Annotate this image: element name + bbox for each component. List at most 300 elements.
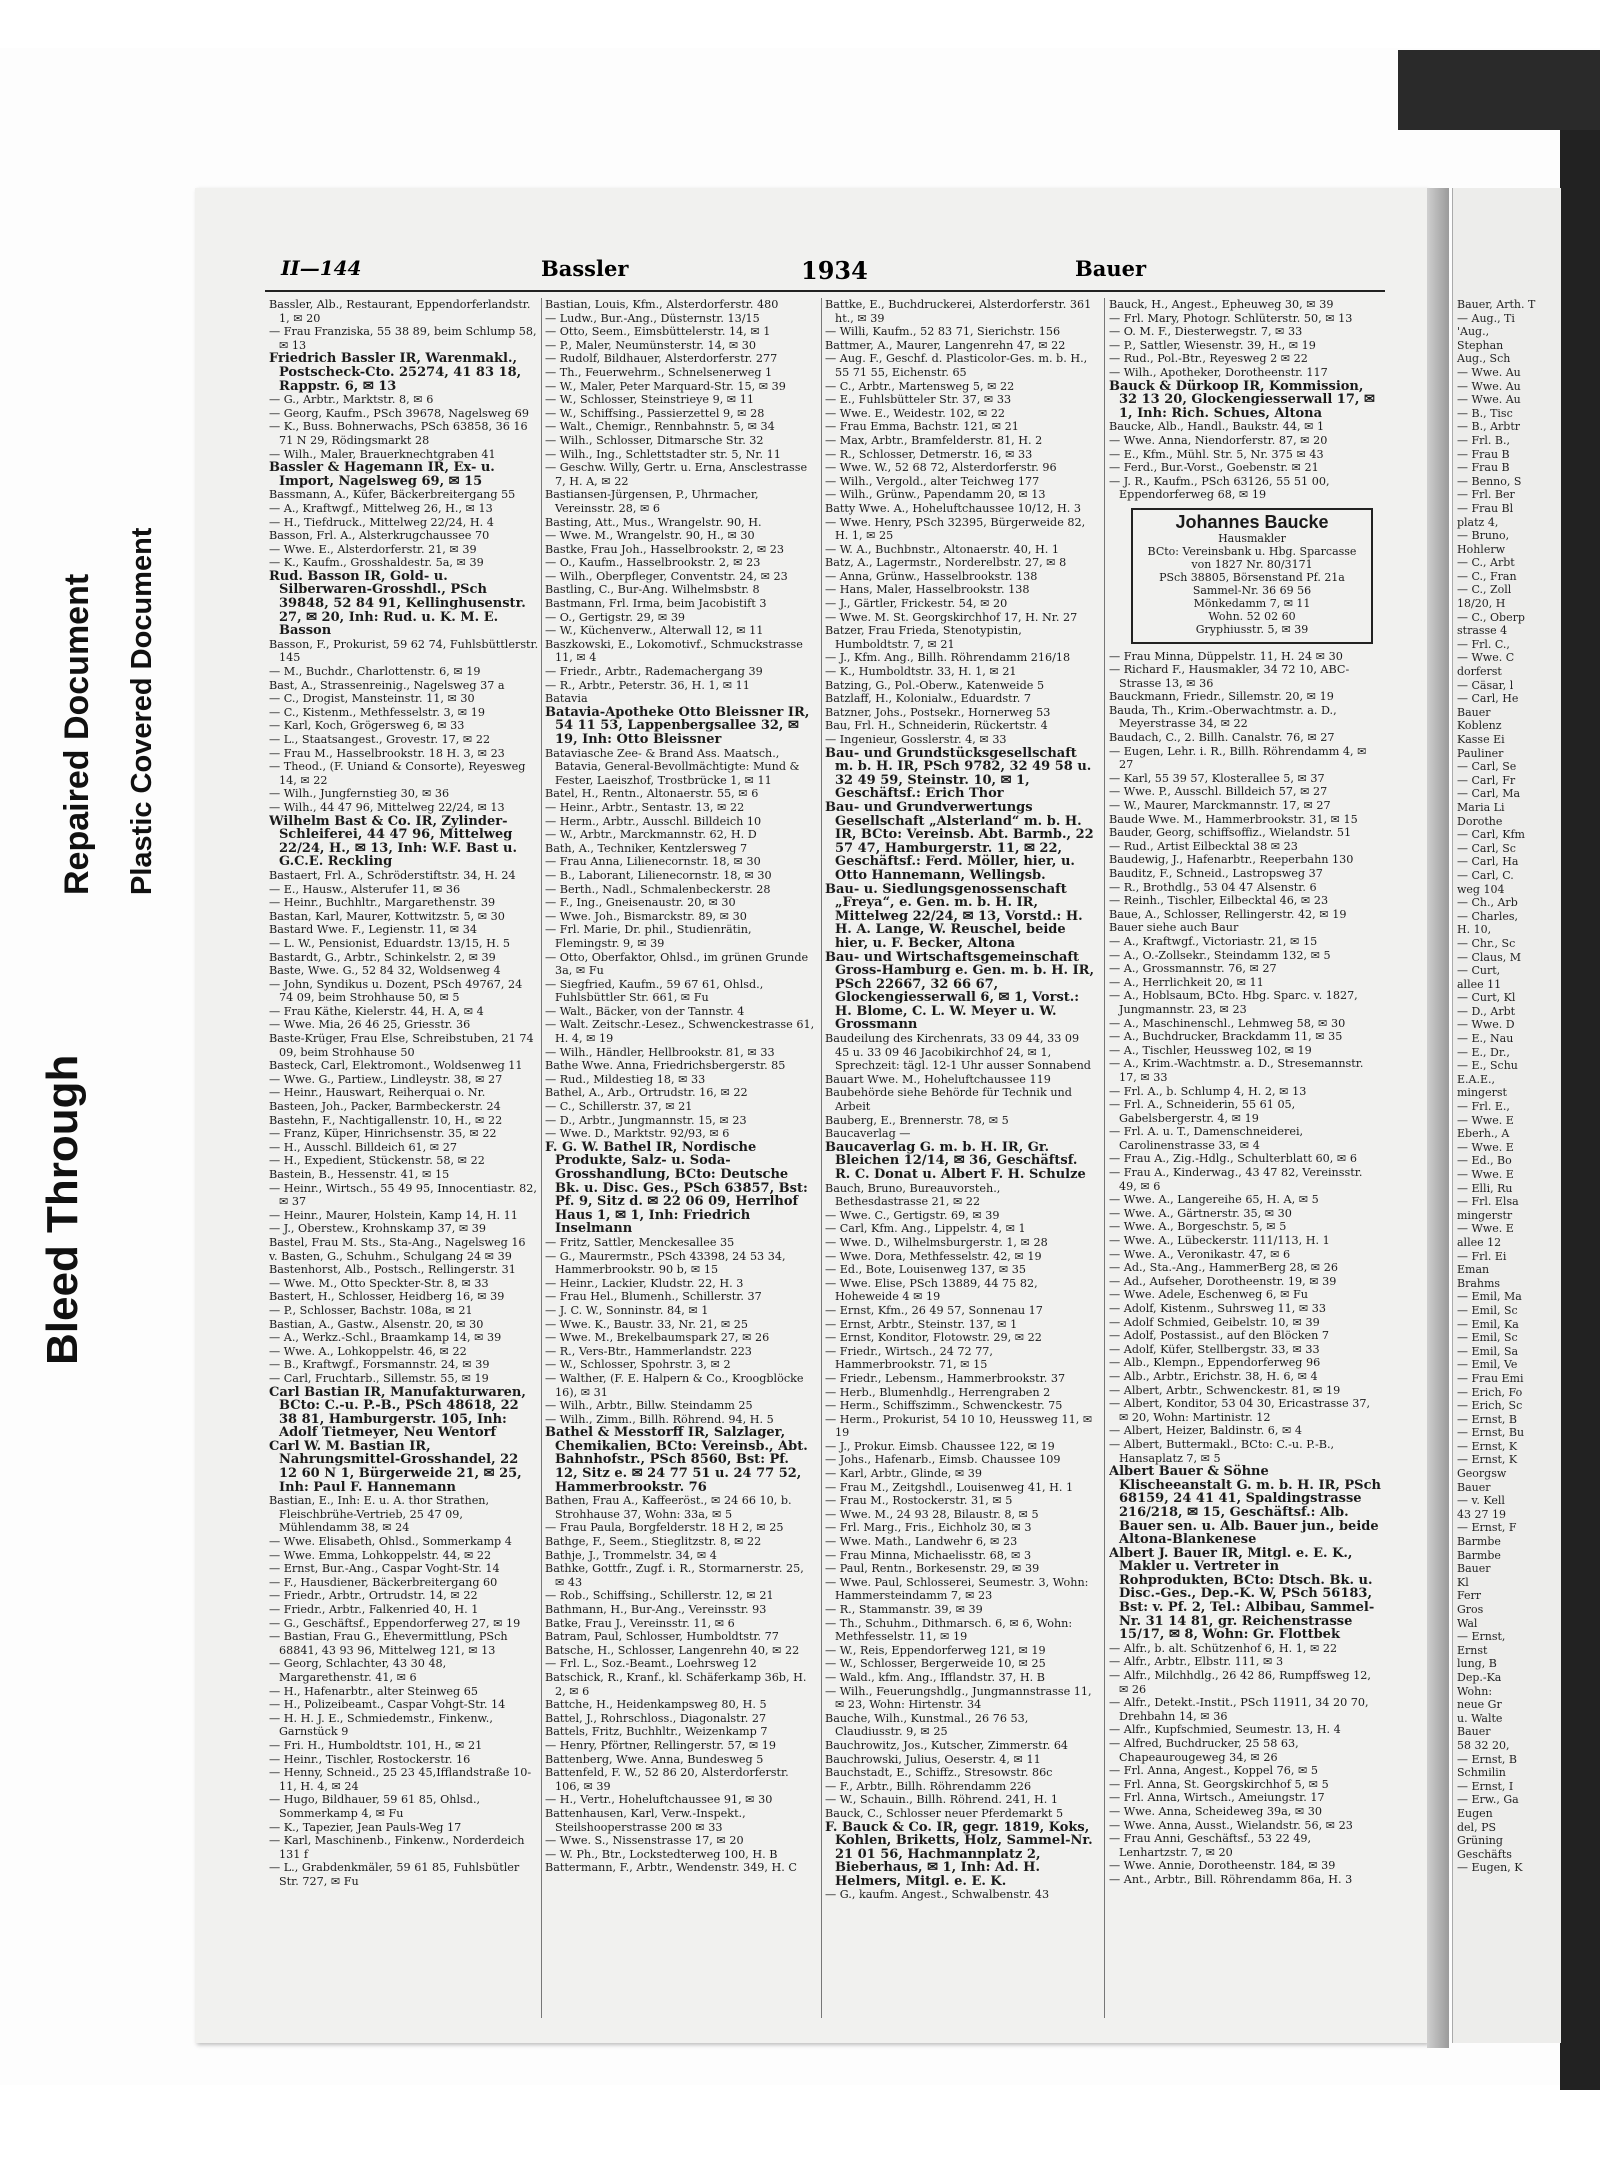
directory-entry: — Frau Emma, Bachstr. 121, ✉ 21 [825, 420, 1019, 434]
column-4 [1109, 298, 1381, 2028]
directory-entry: Battenfeld, F. W., 52 86 20, Alsterdorferstr. 106, ✉ 39 [545, 1766, 789, 1793]
adjacent-page-text: Grüning [1457, 1834, 1503, 1848]
directory-entry: — Wwe. E., Weidestr. 102, ✉ 22 [825, 406, 1006, 420]
adjacent-page-text: — Ernst, B [1457, 1752, 1518, 1766]
directory-entry: — John, Syndikus u. Dozent, PSch 49767, 24 74 09, beim Strohhause 50, ✉ 5 [269, 977, 523, 1005]
directory-entry: — C., Kistenm., Methfesselstr. 3, ✉ 19 [269, 705, 485, 719]
adjacent-page-text: — Elli, Ru [1457, 1181, 1513, 1195]
directory-entry: — Wilh., Arbtr., Billw. Steindamm 25 [545, 1399, 753, 1413]
directory-page [195, 188, 1427, 2043]
directory-entry: Bassler & Hagemann IR, Ex- u. Import, Nagelsweg 69, ✉ 15 [269, 460, 495, 489]
column-divider [541, 298, 542, 2018]
adjacent-page-text: — Emil, Ma [1457, 1290, 1522, 1304]
directory-entry: — Otto, Seem., Eimsbüttelerstr. 14, ✉ 1 [545, 325, 771, 339]
adjacent-page-text: — Emil, Sc [1457, 1303, 1518, 1317]
adjacent-page-text: Bauer, Arth. T [1457, 298, 1536, 311]
directory-entry: — Frl. A., b. Schlump 4, H. 2, ✉ 13 [1109, 1084, 1307, 1098]
directory-entry: Bauda, Th., Krim.-Oberwachtmstr. a. D., Meyerstrasse 34, ✉ 22 [1109, 703, 1337, 731]
directory-entry: — Frau Minna, Michaelisstr. 68, ✉ 3 [825, 1548, 1032, 1562]
directory-entry: — Henny, Schneid., 25 23 45,Ifflandstraße 10-11, H. 4, ✉ 24 [269, 1766, 532, 1793]
directory-entry: — Wwe. A., Veronikastr. 47, ✉ 6 [1109, 1247, 1291, 1261]
directory-entry: — Frau M., Hasselbrookstr. 18 H. 3, ✉ 23 [269, 746, 505, 760]
header-rule [265, 290, 1385, 292]
directory-entry: — H., Hafenarbtr., alter Steinweg 65 [269, 1684, 479, 1698]
directory-entry: v. Basten, G., Schuhm., Schulgang 24 ✉ 39 [269, 1249, 512, 1263]
directory-entry: Battke, E., Buchdruckerei, Alsterdorferstr. 361 ht., ✉ 39 [825, 298, 1092, 325]
directory-entry: — C., Arbtr., Martensweg 5, ✉ 22 [825, 379, 1015, 393]
directory-entry: — Karl, Koch, Grögersweg 6, ✉ 33 [269, 719, 465, 733]
directory-entry: Baucke, Alb., Handl., Baukstr. 44, ✉ 1 [1109, 420, 1325, 434]
directory-entry: Bastardt, G., Arbtr., Schinkelstr. 2, ✉ 39 [269, 950, 496, 964]
adjacent-page-text: — C., Zoll [1457, 583, 1512, 597]
adjacent-page-text: Koblenz [1457, 719, 1502, 733]
directory-entry: — Heinr., Arbtr., Sentastr. 13, ✉ 22 [545, 800, 745, 814]
directory-entry: — Rob., Schiffsing., Schillerstr. 12, ✉ 21 [545, 1589, 774, 1603]
adjacent-page-text: — Emil, Ka [1457, 1317, 1519, 1331]
directory-entry: Bauck & Dürkoop IR, Kommission, 32 13 20, Glockengiesserwall 17, ✉ 1, Inh: Rich. Schues, Altona [1109, 378, 1375, 421]
adjacent-page-text: Schmilin [1457, 1766, 1506, 1780]
directory-entry: — Alfr., Arbtr., Elbstr. 111, ✉ 3 [1109, 1655, 1284, 1669]
adjacent-page-text: — Frau Emi [1457, 1371, 1524, 1385]
directory-entry: — Walt., Chemigr., Rennbahnstr. 5, ✉ 34 [545, 420, 775, 434]
directory-entry: — W., Arbtr., Marckmannstr. 62, H. D [545, 828, 757, 842]
adjacent-page-text: — Carl, Kfm [1457, 828, 1525, 842]
directory-entry: Batschick, R., Kranf., kl. Schäferkamp 36b, H. 2, ✉ 6 [545, 1670, 807, 1698]
directory-entry: Battenhausen, Karl, Verw.-Inspekt., Steilshooperstrasse 200 ✉ 33 [545, 1806, 746, 1834]
adjacent-page-text: — Frl. C., [1457, 637, 1510, 651]
ad-line: Mönkedamm 7, ✉ 11 [1193, 596, 1311, 610]
directory-entry: Carl Bastian IR, Manufakturwaren, BCto: C.-u. P.-B., PSch 48618, 22 38 81, Hamburgerstr. 105, Inh: Adolf Tietmeyer, Neu Wentorf [269, 1384, 526, 1441]
adjacent-page-text: — Wwe. D [1457, 1018, 1515, 1032]
adjacent-page-text: — Ch., Arb [1457, 896, 1518, 910]
adjacent-page-text: — Ernst, I [1457, 1779, 1514, 1793]
directory-entry: — Wwe. Anna, Ausst., Wielandstr. 56, ✉ 23 [1109, 1818, 1353, 1832]
directory-entry: Baudeilung des Kirchenrats, 33 09 44, 33 09 45 u. 33 09 46 Jacobikirchhof 24, ✉ 1, Sprechzeit: tägl. 12-1 Uhr ausser Sonnabend [825, 1032, 1091, 1073]
header-last-entry: Bauer [1075, 256, 1147, 281]
scan-dark-edge [1398, 50, 1600, 130]
directory-entry: — Wwe. D., Wilhelmsburgerstr. 1, ✉ 28 [825, 1235, 1048, 1249]
column-1 [269, 298, 539, 2028]
adjacent-page-text: Stephan [1457, 338, 1504, 352]
directory-entry: F. G. W. Bathel IR, Nordische Produkte, Salz- u. Soda-Grosshandlung, BCto: Deutsche Bk. u. Disc. Ges., PSch 63857, Bst: Pf. 9, Sitz d. ✉ 22 06 09, Herrlhof Haus 1, ✉ 1, Inh: Friedrich Inselmann [545, 1139, 808, 1237]
directory-entry: — Carl, Kfm. Ang., Lippelstr. 4, ✉ 1 [825, 1222, 1026, 1236]
directory-entry: — Karl, Maschinenb., Finkenw., Norderdeich 131 f [269, 1834, 525, 1861]
directory-entry: — R., Stammanstr. 39, ✉ 39 [825, 1603, 983, 1616]
directory-entry: — Frl. Mary, Photogr. Schlüterstr. 50, ✉ 13 [1109, 311, 1353, 325]
directory-entry: — Wwe. M., Brekelbaumspark 27, ✉ 26 [545, 1331, 770, 1345]
directory-entry: — Wwe. K., Baustr. 33, Nr. 21, ✉ 25 [545, 1317, 749, 1331]
adjacent-page-text: — Emil, Sc [1457, 1331, 1518, 1345]
directory-entry: — Walt. Zeitschr.-Lesez., Schwenckestrasse 61, H. 4, ✉ 19 [545, 1018, 815, 1046]
directory-entry: — Reinh., Tischler, Eilbecktal 46, ✉ 23 [1109, 894, 1329, 908]
directory-entry: — Wwe. Elisabeth, Ohlsd., Sommerkamp 4 [269, 1535, 512, 1549]
directory-entry: — Wwe. Dora, Methfesselstr. 42, ✉ 19 [825, 1249, 1042, 1263]
directory-entry: — Wwe. C., Gertigstr. 69, ✉ 39 [825, 1208, 1000, 1222]
directory-entry: — R., Schlosser, Detmerstr. 16, ✉ 33 [825, 447, 1033, 461]
directory-entry: — Wwe. M., 24 93 28, Bilaustr. 8, ✉ 5 [825, 1507, 1039, 1521]
directory-entry: Bathke, Gottfr., Zugf. i. R., Stormarnerstr. 25, ✉ 43 [545, 1562, 804, 1589]
directory-entry: — Friedr., Lebensm., Hammerbrookstr. 37 [825, 1371, 1066, 1385]
directory-entry: — E., Kfm., Mühl. Str. 5, Nr. 375 ✉ 43 [1109, 447, 1324, 461]
directory-entry: — Paul, Rentn., Borkesenstr. 29, ✉ 39 [825, 1562, 1040, 1576]
directory-entry: — G., Arbtr., Marktstr. 8, ✉ 6 [269, 393, 434, 407]
directory-entry: — Frau Hel., Blumenh., Schillerstr. 37 [545, 1290, 762, 1304]
directory-entry: Bauer siehe auch Baur [1109, 921, 1239, 935]
directory-entry: Batel, H., Rentn., Altonaerstr. 55, ✉ 6 [545, 787, 759, 801]
directory-entry: Bau- und Wirtschaftsgemeinschaft Gross-Hamburg e. Gen. m. b. H. IR, PSch 22667, 32 66 67, Glockengiesserwall 6, ✉ 1, Vorst.: H. Blome, C. L. W. Meyer u. W. Grossmann [825, 949, 1095, 1033]
adjacent-page-text: — Frl. B., [1457, 433, 1510, 447]
adjacent-page-text: — Wwe. E [1457, 1168, 1514, 1181]
directory-entry: Bastenhorst, Alb., Postsch., Rellingerstr. 31 [269, 1263, 516, 1277]
directory-entry: — Frau A., Kinderwag., 43 47 82, Vereinsstr. 49, ✉ 6 [1109, 1166, 1363, 1193]
directory-entry: Bastian, Louis, Kfm., Alsterdorferstr. 480 [545, 298, 779, 311]
adjacent-page-text: — Wwe. Au [1457, 365, 1521, 379]
adjacent-page-text: — C., Fran [1457, 569, 1517, 583]
directory-entry: — Ed., Bote, Louisenweg 137, ✉ 35 [825, 1263, 1026, 1277]
adjacent-page-text: Barmbe [1457, 1548, 1501, 1562]
directory-entry: Bastein, B., Hessenstr. 41, ✉ 15 [269, 1168, 450, 1181]
directory-entry: Bassmann, A., Küfer, Bäckerbreitergang 55 [269, 488, 516, 502]
directory-entry: — W., Maurer, Marckmannstr. 17, ✉ 27 [1109, 799, 1331, 813]
directory-entry: — Alfred, Buchdrucker, 25 58 63, Chapeaurougeweg 34, ✉ 26 [1109, 1737, 1299, 1764]
ad-line: PSch 38805, Börsenstand Pf. 21a [1159, 570, 1345, 584]
directory-entry: — W., Schlosser, Bergerweide 10, ✉ 25 [825, 1657, 1046, 1671]
adjacent-page-text: — Frau B [1457, 447, 1510, 461]
directory-entry: Baubehörde siehe Behörde für Technik und Arbeit [825, 1086, 1072, 1114]
adjacent-page-text: — Emil, Sa [1457, 1344, 1519, 1358]
directory-entry: Battels, Fritz, Buchhltr., Weizenkamp 7 [545, 1725, 768, 1739]
directory-entry: — Wilh., Maler, Brauerknechtgraben 41 [269, 447, 496, 461]
directory-entry: Baucaverlag — [825, 1127, 911, 1141]
directory-entry: Carl W. M. Bastian IR, Nahrungsmittel-Grosshandel, 22 12 60 N 1, Bürgerweide 21, ✉ 25, Inh: Paul F. Hannemann [269, 1438, 522, 1495]
directory-entry: — G., Geschäftsf., Eppendorferweg 27, ✉ 19 [269, 1616, 521, 1630]
directory-entry: Basteck, Carl, Elektromont., Woldsenweg 11 [269, 1059, 523, 1073]
directory-entry: — Rud., Mildestieg 18, ✉ 33 [545, 1072, 706, 1086]
adjacent-page-text: — Emil, Ve [1457, 1358, 1518, 1372]
adjacent-page-text: Bauer [1457, 705, 1491, 719]
directory-entry: Bathje, J., Trommelstr. 34, ✉ 4 [545, 1548, 717, 1562]
directory-entry: — W., Schauin., Billh. Röhrend. 241, H. 1 [825, 1793, 1058, 1807]
adjacent-page-text: — E., Nau [1457, 1032, 1514, 1046]
directory-entry: Bastehn, F., Nachtigallenstr. 10, H., ✉ 22 [269, 1113, 503, 1127]
directory-entry: — H., Tiefdruck., Mittelweg 22/24, H. 4 [269, 515, 494, 529]
adjacent-page-text: — B., Arbtr [1457, 420, 1520, 434]
directory-entry: — C., Schillerstr. 37, ✉ 21 [545, 1100, 693, 1114]
directory-entry: — E., Fuhlsbütteler Str. 37, ✉ 33 [825, 393, 1012, 407]
directory-entry: — W. A., Buchbnstr., Altonaerstr. 40, H. 1 [825, 542, 1059, 556]
directory-entry: — Ernst, Bur.-Ang., Caspar Voght-Str. 14 [269, 1562, 500, 1576]
directory-entry: — Friedr., Arbtr., Rademachergang 39 [545, 665, 763, 679]
adjacent-page-text: — C., Arbt [1457, 556, 1515, 570]
adjacent-page-text: Dorothe [1457, 814, 1503, 828]
directory-entry: Baudach, C., 2. Billh. Canalstr. 76, ✉ 27 [1109, 731, 1335, 745]
adjacent-page-text: 58 32 20, [1457, 1738, 1510, 1752]
directory-entry: — Alfr., Milchhdlg., 26 42 86, Rumpffsweg 12, ✉ 26 [1109, 1669, 1371, 1696]
adjacent-page-text: mingerstr [1457, 1208, 1513, 1222]
directory-entry: — E., Hausw., Alsterufer 11, ✉ 36 [269, 882, 461, 896]
adjacent-page-text: — Carl, C. [1457, 868, 1514, 882]
directory-entry: Bastan, Karl, Maurer, Kottwitzstr. 5, ✉ 30 [269, 909, 505, 923]
directory-entry: — Adolf, Postassist., auf den Blöcken 7 [1109, 1329, 1330, 1343]
directory-entry: — Johs., Hafenarb., Eimsb. Chaussee 109 [825, 1453, 1061, 1467]
directory-entry: — Wwe. E., Alsterdorferstr. 21, ✉ 39 [269, 542, 477, 556]
directory-entry: Bath, A., Techniker, Kentzlersweg 7 [545, 841, 748, 855]
adjacent-page-text: weg 104 [1457, 882, 1505, 896]
directory-entry: Rud. Basson IR, Gold- u. Silberwaren-Grosshdl., PSch 39848, 52 84 91, Kellinghusenstr. 27, ✉ 20, Inh: Rud. u. K. M. E. Basson [269, 568, 526, 639]
adjacent-page-text: Dep.-Ka [1457, 1670, 1502, 1684]
adjacent-page-text: — Wwe. Au [1457, 379, 1521, 393]
adjacent-page-text: Bauer [1457, 1725, 1491, 1739]
adjacent-page-text: — Aug., Ti [1457, 311, 1515, 325]
directory-entry: Baste, Wwe. G., 52 84 32, Woldsenweg 4 [269, 964, 501, 978]
directory-entry: — Adolf, Kistenm., Suhrsweg 11, ✉ 33 [1109, 1302, 1327, 1315]
directory-entry: Batke, Frau J., Vereinsstr. 11, ✉ 6 [545, 1616, 735, 1630]
directory-entry: — Siegfried, Kaufm., 59 67 61, Ohlsd., Fuhlsbüttler Str. 661, ✉ Fu [545, 977, 764, 1005]
adjacent-page-text: — D., Arbt [1457, 1004, 1516, 1018]
adjacent-page-text: — Frau B [1457, 461, 1510, 475]
directory-entry: — Otto, Oberfaktor, Ohlsd., im grünen Grunde 3a, ✉ Fu [545, 950, 809, 978]
directory-entry: — Alb., Arbtr., Erichstr. 38, H. 6, ✉ 4 [1109, 1369, 1318, 1383]
adjacent-page-text: — Ernst, B [1457, 1412, 1518, 1426]
directory-entry: — W., Schiffsing., Passierzettel 9, ✉ 28 [545, 406, 765, 420]
directory-entry: — Wwe. G., Partiew., Lindleystr. 38, ✉ 27 [269, 1072, 503, 1086]
adjacent-page-text: — Carl, Ha [1457, 855, 1519, 869]
directory-entry: — L., Staatsangest., Grovestr. 17, ✉ 22 [269, 733, 491, 746]
adjacent-page-text: — Bruno, [1457, 529, 1510, 543]
directory-entry: — Th., Schuhm., Dithmarsch. 6, ✉ 6, Wohn: Methfesselstr. 11, ✉ 19 [825, 1616, 1073, 1644]
directory-entry: Bast, A., Strassenreinig., Nagelsweg 37 a [269, 678, 505, 692]
directory-entry: — Herm., Arbtr., Ausschl. Billdeich 10 [545, 814, 762, 828]
directory-entry: — Rud., Artist Eilbecktal 38 ✉ 23 [1109, 839, 1298, 853]
directory-entry: — Wwe. A., Lübeckerstr. 111/113, H. 1 [1109, 1234, 1330, 1248]
adjacent-page-text: neue Gr [1457, 1698, 1502, 1712]
adjacent-page-text: Geschäfts [1457, 1847, 1512, 1861]
directory-entry: — Ingenieur, Gosslerstr. 4, ✉ 33 [825, 733, 1007, 746]
directory-entry: — J., Gärtler, Frickestr. 54, ✉ 20 [825, 597, 1008, 611]
directory-entry: — Henry, Pförtner, Rellingerstr. 57, ✉ 19 [545, 1738, 777, 1752]
top-margin [0, 0, 1600, 48]
directory-entry: Batavia-Apotheke Otto Bleissner IR, 54 11 53, Lappenbergsallee 32, ✉ 19, Inh: Otto Bleissner [545, 704, 810, 747]
directory-entry: — K., Buss. Bohnerwachs, PSch 63858, 36 16 71 N 29, Rödingsmarkt 28 [269, 420, 528, 447]
adjacent-page-text: Eugen [1457, 1806, 1493, 1820]
directory-entry: — Karl, Arbtr., Glinde, ✉ 39 [825, 1467, 983, 1481]
adjacent-page-text: — Eugen, K [1457, 1861, 1523, 1875]
directory-entry: — Heinr., Tischler, Rostockerstr. 16 [269, 1752, 471, 1766]
directory-entry: — R., Brothdlg., 53 04 47 Alsenstr. 6 [1109, 880, 1317, 894]
adjacent-page-text: 'Aug., [1457, 325, 1490, 339]
adjacent-page-text: — Wwe. E [1457, 1222, 1514, 1236]
directory-entry: — L. W., Pensionist, Eduardstr. 13/15, H. 5 [269, 936, 511, 950]
directory-entry: — Wwe. A., Gärtnerstr. 35, ✉ 30 [1109, 1206, 1292, 1220]
directory-entry: — Wwe. Anna, Niendorferstr. 87, ✉ 20 [1109, 433, 1328, 447]
directory-entry: — Friedr., Arbtr., Ortrudstr. 14, ✉ 22 [269, 1589, 478, 1603]
directory-entry: — Wilh., Jungfernstieg 30, ✉ 36 [269, 787, 450, 801]
directory-entry: — Wwe. W., 52 68 72, Alsterdorferstr. 96 [825, 461, 1057, 475]
directory-entry: — Herm., Schiffszimm., Schwenckestr. 75 [825, 1399, 1063, 1413]
adjacent-page-text: Aug., Sch [1457, 352, 1511, 366]
directory-entry: — Wwe. A., Langereihe 65, H. A, ✉ 5 [1109, 1193, 1319, 1207]
column-divider [821, 298, 822, 2018]
directory-entry: — Ludw., Bur.-Ang., Düsternstr. 13/15 [545, 311, 760, 325]
ad-line: Wohn. 52 02 60 [1208, 609, 1296, 623]
directory-entry: — Wilh., Ing., Schlettstadter str. 5, Nr. 11 [545, 447, 781, 461]
directory-entry: — Albert, Buttermakl., BCto: C.-u. P.-B., Hansaplatz 7, ✉ 5 [1109, 1437, 1335, 1465]
directory-entry: — Wilh., Zimm., Billh. Röhrend. 94, H. 5 [545, 1412, 774, 1426]
adjacent-page-text: — Benno, S [1457, 474, 1522, 488]
directory-entry: — R., Vers-Btr., Hammerlandstr. 223 [545, 1344, 752, 1358]
directory-entry: — Wwe. Joh., Bismarckstr. 89, ✉ 30 [545, 909, 747, 923]
directory-entry: — A., Tischler, Heussweg 102, ✉ 19 [1109, 1043, 1312, 1057]
directory-entry: Albert J. Bauer IR, Mitgl. e. E. K., Makler u. Vertreter in Rohprodukten, BCto: Dtsch. Bk. u. Disc.-Ges., Dep.-K. W, PSch 56183, Bst: v. Pf. 2, Tel.: Albibau, Sammel-Nr. 31 14 81, gr. Reichenstrasse 15/17, ✉ 8, Wohn: Gr. Flottbek [1109, 1545, 1375, 1643]
directory-entry: Bau- und Grundstücksgesellschaft m. b. H. IR, PSch 9782, 32 49 58 u. 32 49 59, Steinstr. 10, ✉ 1, Geschäftsf.: Erich Thor [825, 745, 1092, 802]
directory-entry: — A., Buchdrucker, Brackdamm 11, ✉ 35 [1109, 1030, 1343, 1044]
directory-entry: — A., Kraftwgf., Victoriastr. 21, ✉ 15 [1109, 934, 1318, 948]
directory-entry: — Bastian, Frau G., Ehevermittlung, PSch 68841, 43 93 96, Mittelweg 121, ✉ 13 [269, 1630, 508, 1657]
directory-entry: — O. M. F., Diesterwegstr. 7, ✉ 33 [1109, 325, 1303, 339]
adjacent-page-text: Hohlerw [1457, 542, 1506, 556]
adjacent-page-text: — Ernst, K [1457, 1453, 1518, 1467]
repaired-document-label: Repaired Document [58, 573, 96, 895]
directory-entry: — Wwe. M., Wrangelstr. 90, H., ✉ 30 [545, 529, 755, 543]
page-number: II—144 [281, 256, 362, 280]
directory-entry: — W., Reis, Eppendorferweg 121, ✉ 19 [825, 1643, 1046, 1657]
directory-entry: — Ernst, Kfm., 26 49 57, Sonnenau 17 [825, 1303, 1043, 1317]
adjacent-page-text: Brahms [1457, 1276, 1501, 1290]
directory-entry: — Wwe. Math., Landwehr 6, ✉ 23 [825, 1535, 1018, 1549]
directory-entry: — Rudolf, Bildhauer, Alsterdorferstr. 277 [545, 352, 778, 366]
adjacent-page-text: Kasse Ei [1457, 733, 1505, 746]
directory-entry: — Wilh., Grünw., Papendamm 20, ✉ 13 [825, 488, 1046, 502]
directory-entry: Bathel & Messtorff IR, Salzlager, Chemikalien, BCto: Vereinsb., Abt. Bahnhofstr., PSch 8560, Bst: Pf. 12, Sitz e. ✉ 24 77 51 u. 24 77 52, Hammerbrookstr. 76 [545, 1425, 808, 1495]
directory-entry: — A., Herrlichkeit 20, ✉ 11 [1109, 975, 1264, 989]
directory-entry: — Wwe. Adele, Eschenweg 6, ✉ Fu [1109, 1288, 1308, 1302]
directory-entry: — L., Grabdenkmäler, 59 61 85, Fuhlsbütler Str. 727, ✉ Fu [269, 1861, 520, 1888]
directory-entry: — Heinr., Lackier, Kludstr. 22, H. 3 [545, 1276, 744, 1290]
directory-entry: Bathge, F., Seem., Stieglitzstr. 8, ✉ 22 [545, 1535, 762, 1549]
column-divider [1104, 298, 1105, 2018]
page-header [195, 256, 1427, 286]
adjacent-page-text: — E., Dr., [1457, 1045, 1510, 1059]
adjacent-page-text: Eman [1457, 1263, 1490, 1277]
plastic-covered-label: Plastic Covered Document [126, 527, 158, 895]
scan-dark-edge-side [1560, 130, 1600, 2090]
directory-entry: — Frau Anna, Lilienecornstr. 18, ✉ 30 [545, 855, 761, 869]
directory-entry: Bauche, Wilh., Kunstmal., 26 76 53, Claudiusstr. 9, ✉ 25 [825, 1711, 1029, 1739]
adjacent-page-text: H. 10, [1457, 923, 1492, 937]
directory-entry: — Georg, Schlachter, 43 30 48, Margarethenstr. 41, ✉ 6 [269, 1657, 447, 1684]
ad-line: Hausmakler [1218, 531, 1286, 545]
column-2 [545, 298, 815, 2028]
adjacent-page-text: — Curt, [1457, 964, 1501, 978]
directory-entry: Bathen, Frau A., Kaffeeröst., ✉ 24 66 10, b. Strohhause 37, Wohn: 33a, ✉ 5 [545, 1494, 792, 1521]
directory-entry: — F., Arbtr., Billh. Röhrendamm 226 [825, 1779, 1032, 1793]
directory-entry: — R., Arbtr., Peterstr. 36, H. 1, ✉ 11 [545, 678, 750, 692]
adjacent-page-text: — Chr., Sc [1457, 936, 1516, 950]
directory-entry: — Alfr., b. alt. Schützenhof 6, H. 1, ✉ 22 [1109, 1641, 1338, 1655]
directory-entry: Battermann, F., Arbtr., Wendenstr. 349, H. C [545, 1861, 797, 1875]
directory-entry: — Herm., Prokurist, 54 10 10, Heussweg 11, ✉ 19 [825, 1412, 1093, 1440]
bleed-through-label: Bleed Through [38, 1054, 87, 1365]
adjacent-page-text: dorferst [1457, 665, 1502, 679]
directory-entry: — Friedr., Wirtsch., 24 72 77, Hammerbrookstr. 71, ✉ 15 [825, 1344, 993, 1372]
directory-entry: Bastmann, Frl. Irma, beim Jacobistift 3 [545, 597, 767, 611]
directory-entry: — Frau Käthe, Kielerstr. 44, H. A, ✉ 4 [269, 1004, 484, 1018]
directory-entry: — M., Buchdr., Charlottenstr. 6, ✉ 19 [269, 665, 481, 679]
header-year: 1934 [801, 256, 868, 285]
adjacent-page-text: Bauer [1457, 1480, 1491, 1494]
directory-entry: Wilhelm Bast & Co. IR, Zylinder-Schleiferei, 44 47 96, Mittelweg 22/24, H., ✉ 13, Inh: W.F. Bast u. G.C.E. Reckling [269, 813, 518, 870]
adjacent-page-text: — Wwe. E [1457, 1140, 1514, 1154]
adjacent-page-text: strasse 4 [1457, 624, 1508, 638]
directory-entry: — Wwe. Emma, Lohkoppelstr. 44, ✉ 22 [269, 1548, 492, 1562]
ad-line: BCto: Vereinsbank u. Hbg. Sparcasse von 1827 Nr. 80/3171 [1147, 544, 1357, 571]
directory-entry: Baszkowski, E., Lokomotivf., Schmuckstrasse 11, ✉ 4 [545, 637, 803, 665]
adjacent-page-text: Kl [1457, 1575, 1469, 1589]
directory-entry: — Walt., Bäcker, von der Tannstr. 4 [545, 1004, 745, 1018]
adjacent-page-text: — Erich, Fo [1457, 1385, 1523, 1399]
directory-entry: Batzner, Johs., Postsekr., Hornerweg 53 [825, 705, 1051, 719]
directory-entry: — A., Grossmannstr. 76, ✉ 27 [1109, 962, 1277, 976]
ad-line: Gryphiusstr. 5, ✉ 39 [1195, 622, 1309, 636]
directory-entry: — Wwe. Mia, 26 46 25, Griesstr. 36 [269, 1018, 471, 1032]
directory-entry: Batsche, H., Schlosser, Langenrehn 40, ✉ 22 [545, 1643, 800, 1657]
directory-entry: F. Bauck & Co. IR, gegr. 1819, Koks, Kohlen, Briketts, Holz, Sammel-Nr. 21 01 56, Hachmannplatz 2, Bieberhaus, ✉ 1, Inh: Ad. H. Helmers, Mitgl. e. E. K. [825, 1819, 1093, 1889]
directory-entry: — Eugen, Lehr. i. R., Billh. Röhrendamm 4, ✉ 27 [1109, 744, 1367, 772]
directory-entry: — Heinr., Wirtsch., 55 49 95, Innocentiastr. 82, ✉ 37 [269, 1181, 537, 1209]
directory-entry: — Hans, Maler, Hasselbrookstr. 138 [825, 583, 1030, 597]
directory-entry: — B., Laborant, Lilienecornstr. 18, ✉ 30 [545, 868, 772, 882]
directory-entry: — Frau Anni, Geschäftsf., 53 22 49, Lenhartzstr. 7, ✉ 20 [1109, 1832, 1312, 1859]
directory-entry: Bauart Wwe. M., Hoheluftchaussee 119 [825, 1072, 1051, 1086]
directory-entry: — Wwe. D., Marktstr. 92/93, ✉ 6 [545, 1127, 730, 1141]
directory-entry: — Fri. H., Humboldtstr. 101, H., ✉ 21 [269, 1738, 483, 1752]
directory-entry: — Frl. A. u. T., Damenschneiderei, Carolinenstrasse 33, ✉ 4 [1109, 1125, 1304, 1152]
directory-entry: — Ernst, Konditor, Flotowstr. 29, ✉ 22 [825, 1331, 1042, 1345]
directory-entry: — Fritz, Sattler, Menckesallee 35 [545, 1235, 735, 1249]
directory-entry: — Georg, Kaufm., PSch 39678, Nagelsweg 69 [269, 406, 529, 420]
adjacent-page-text: — Curt, Kl [1457, 991, 1516, 1005]
directory-entry: — Frl. Marie, Dr. phil., Studienrätin, Flemingstr. 9, ✉ 39 [545, 923, 752, 950]
directory-entry: — K., Tapezier, Jean Pauls-Weg 17 [269, 1820, 462, 1834]
directory-entry: — Ant., Arbtr., Bill. Röhrendamm 86a, H. 3 [1109, 1872, 1353, 1886]
directory-entry: — A., Maschinenschl., Lehmweg 58, ✉ 30 [1109, 1016, 1346, 1030]
directory-entry: — Wwe. M. St. Georgskirchhof 17, H. Nr. 27 [825, 610, 1078, 624]
directory-entry: — A., O.-Zollsekr., Steindamm 132, ✉ 5 [1109, 948, 1331, 962]
adjacent-page-text: Gros [1457, 1603, 1484, 1616]
directory-entry: — J., Kfm. Ang., Billh. Röhrendamm 216/18 [825, 651, 1071, 665]
directory-entry: — Anna, Grünw., Hasselbrookstr. 138 [825, 569, 1038, 583]
directory-entry: — Wwe. A., Borgeschstr. 5, ✉ 5 [1109, 1220, 1287, 1234]
directory-entry: Bassler, Alb., Restaurant, Eppendorferlandstr. 1, ✉ 20 [269, 298, 531, 325]
directory-entry: — H., Ausschl. Billdeich 61, ✉ 27 [269, 1140, 457, 1154]
directory-entry: — Heinr., Buchhltr., Margarethenstr. 39 [269, 896, 496, 910]
directory-entry: Basson, Frl. A., Alsterkrugchaussee 70 [269, 529, 490, 543]
column-3 [825, 298, 1095, 2028]
directory-entry: — Adolf, Küfer, Stellbergstr. 33, ✉ 33 [1109, 1342, 1320, 1356]
adjacent-page-text: platz 4, [1457, 515, 1499, 529]
directory-entry: Bau- u. Siedlungsgenossenschaft „Freya“, e. Gen. m. b. H. IR, Mittelweg 22/24, ✉ 13, Vorstd.: H. H. A. Lange, W. Reuschel, beide hier, u. F. Becker, Altona [825, 881, 1083, 951]
directory-entry: — F., Ing., Gneisenaustr. 20, ✉ 30 [545, 896, 736, 910]
adjacent-page-text: — B., Tisc [1457, 406, 1513, 420]
directory-entry: Baude Wwe. M., Hammerbrookstr. 31, ✉ 15 [1109, 812, 1358, 826]
directory-entry: — G., Maurermstr., PSch 43398, 24 53 34, Hammerbrookstr. 90 b, ✉ 15 [545, 1249, 786, 1277]
directory-entry: — Albert, Arbtr., Schwenckestr. 81, ✉ 19 [1109, 1383, 1341, 1397]
directory-entry: — Max, Arbtr., Bramfelderstr. 81, H. 2 [825, 433, 1043, 447]
directory-entry: — Wwe. S., Nissenstrasse 17, ✉ 20 [545, 1834, 744, 1848]
directory-entry: Bastert, H., Schlosser, Heidberg 16, ✉ 39 [269, 1290, 505, 1304]
directory-entry: — Geschw. Willy, Gertr. u. Erna, Ansclestrasse 7, H. A, ✉ 22 [545, 461, 808, 488]
directory-entry: Battche, H., Heidenkampsweg 80, H. 5 [545, 1698, 767, 1712]
